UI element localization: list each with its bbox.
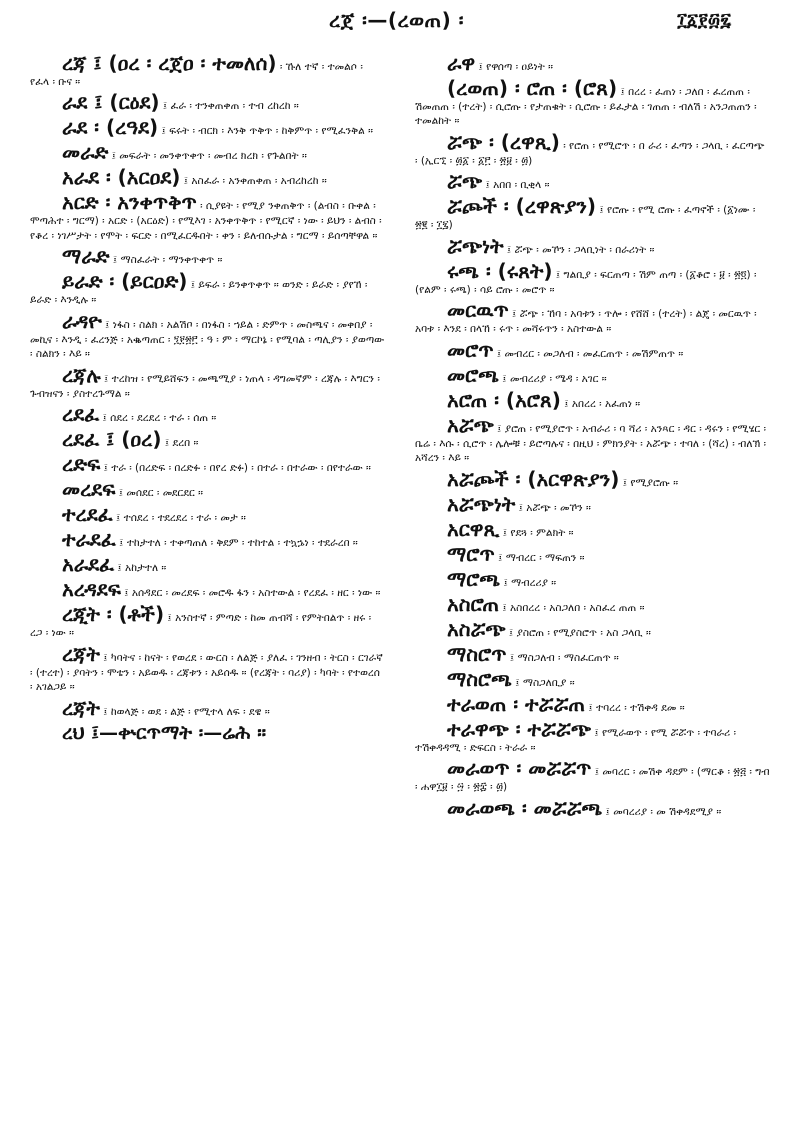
entry-definition: ፤ መሰደር ፡ መደርደር ። [115,487,204,500]
entry-headword: ይራድ ፡ (ይርዐድ) [62,269,188,294]
dictionary-entry [415,668,770,691]
dictionary-entry [415,643,770,666]
dictionary-entry [30,643,385,695]
dictionary-entry [415,389,770,412]
dictionary-entry [415,493,770,516]
entry-definition: ፤ ማብረሪያ ። [500,576,557,589]
dictionary-entry [415,718,770,755]
entry-headword: አሮጠ ፡ (አሮጸ) [447,387,561,412]
dictionary-entry [415,299,770,336]
entry-headword: አርድ ፡ አንቀጥቅጥ [62,190,197,215]
entry-definition: ፤ መባረር ፡ መሽቀ ዳደም ፡ (ማርቆ ፡ ፳፭ ፡ ግብ ፡ ሐዋ፲፱ ፡ ፵ ፡ ፳፰ ፡ ፴) [415,766,770,794]
dictionary-entry [415,693,770,716]
entry-headword: መራወጥ ፡ መሯሯጥ [447,756,592,781]
entry-headword: ራደ ፡ (ረዓደ) [62,115,159,140]
entry-definition: ፤ የዋሰጣ ፡ ዐይነት ። [475,61,554,73]
dictionary-entry [30,578,385,601]
dictionary-entry [415,77,770,129]
entry-definition: ፡ የሮጠ ፡ የሚሮጥ ፡ በ ራሪ ፡ ፈጣን ፡ ጋላቢ ፡ ፈርጣጭ ፡ (ኢርኚ ፡ ፴፩ ፡ ፩፫ ፡ ፳፱ ፡ ፴) [415,139,765,167]
dictionary-entry [30,245,385,268]
dictionary-entry [30,270,385,307]
entry-definition: ፤ አስበረረ ፡ አስጋለበ ፡ አስፈረ ጠጠ ። [499,601,645,614]
dictionary-entry [415,170,770,193]
entry-definition: ፤ ፈራ ፡ ተንቀጠቀጠ ፡ ተብ ረከረከ ። [159,100,299,113]
entry-definition: ፤ ማስጋለብ ፡ ማስፈርጠጥ ። [506,651,619,664]
entry-headword: ረድፍ [62,452,101,477]
entry-headword: አሯጭነት [447,491,516,516]
entry-headword: ማራድ [62,244,110,269]
dictionary-entry [415,414,770,466]
dictionary-entry [415,593,770,616]
entry-definition: ፤ መብረር ፡ መጋለብ ፡ መፈርጠጥ ፡ መሽምጠጥ ። [493,347,684,360]
dictionary-entry [30,697,385,720]
entry-definition: ፤ በረረ ፡ ፈጠነ ፡ ጋለበ ፡ ፈረጠጠ ፡ ሽመጠጠ ፡ (ተረት) ፡ ሲሮጡ ፡ የታጠቁት ፡ ሲሮጡ ፡ ይፈታል ፡ ገጠጠ ፡ ብለሽ ፡ አንጋጠጠን ፡ ተመልከት ። [415,86,757,128]
entry-headword: መሮጫ [447,362,499,387]
entry-definition: ፡ ሲያዩት ፡ የሚያ ንቀጠቅጥ ፡ (ልብስ ፡ ቡቀል ፡ ሞጣሕተ ፡ ግርማ) ፡ አርድ ፡ (አርዕድ) ፡ የሚእገ ፡ አንቀጥቅጥ ፡ የሚርኛ ፡ ነው ፡ ይህን ፡ ልብስ ፡ የቆረ ፡ ነገሥታት ፡ የሞት ፡ ፍርድ ፡ በሚፈርዱበት ፡ ቀን ፡ ይለብሱታል ፡ ግርማ ፡ ይሰጣቸዋል ። [30,200,382,242]
entry-definition: ፤ ካባትና ፡ ከናት ፡ የወረደ ፡ ውርስ ፡ ለልጅ ፡ ያለፈ ፡ ገንዘብ ፡ ትርስ ፡ ርገራኛ ፡ (ተረተ) ፡ ያባትን ፡ ሞቴን ፡ አይወዱ ፡ ረጃቱን ፡ አይሰዱ ። (የረጃት ፡ ባሪያ) ፡ ካባት ፡ የተወረሰ ፡ አገልጋይ ። [30,651,383,694]
entry-headword: ሩጫ ፡ (ሩጸት) [447,258,553,283]
entry-headword: ሯጭነት [447,233,504,258]
dictionary-entry [415,543,770,566]
dictionary-entry [30,403,385,426]
dictionary-entry [415,797,770,820]
entry-definition: ፤ ይፍራ ፡ ይንቀጥቀጥ ። ወንድ ፡ ይራድ ፡ ያየኸ ፡ ይራድ ፡ እንዲሉ ። [30,279,368,307]
dictionary-entry [30,478,385,501]
entry-definition: ፤ ሰደረ ፡ ደረደረ ፡ ተራ ፡ ሰጠ ። [99,412,217,425]
dictionary-entry [30,528,385,551]
entry-headword: ተራወጠ ፡ ተሯሯጠ [447,691,586,716]
entry-headword: ራዳዮ [62,308,102,333]
entry-definition: ፤ አሯጭ ፡ መኾን ። [515,501,591,514]
dictionary-entry [415,757,770,794]
entry-headword: መራወጫ ፡ መሯሯጫ [447,795,603,820]
entry-definition: ፤ መብረሪያ ፡ ሜዳ ፡ አገር ። [498,372,607,385]
entry-definition: ፤ ደረበ ። [161,437,199,450]
dictionary-entry [30,503,385,526]
dictionary-entry [30,191,385,243]
entry-headword: አስሯጭ [447,616,506,641]
entry-headword: ረጃ ፤ (ዐረ ፡ ረጀዐ ፡ ተመለሰ) [62,51,277,75]
entry-definition: ፤ ተባረረ ፡ ተሽቀዳ ደመ ። [585,701,685,714]
dictionary-entry [30,364,385,401]
entry-definition: ፤ መባረሪያ ፡ መ ሽቀዳደሚያ ። [602,805,722,818]
entry-headword: ማሮጥ [447,541,495,566]
dictionary-entry [415,52,770,75]
entry-definition: ፤ ሯጭ ፡ ኸባ ፡ አባቱን ፡ ጥሎ ፡ የሸሸ ፡ (ተረት) ፡ ልጄ ፡ መርዉጥ ፡ አባቱ ፡ እንደ ፡ በላኸ ፡ ሩጥ ፡ መሻሩጥን ፡ አስተውል ። [415,308,757,336]
entry-headword: (ረወጠ) ፡ ሮጠ ፡ (ሮጸ) [447,76,618,100]
dictionary-entry [30,453,385,476]
entry-definition: ፤ የሚራወጥ ፡ የሚ ሯሯጥ ፡ ተባራሪ ፡ ተሽቀዳዳሚ ፡ ድፍርስ ፡ ትራራ ። [415,726,736,754]
entry-definition: ፤ አበበ ፡ ቢቂላ ። [482,179,550,192]
dictionary-entry [30,428,385,451]
entry-definition: ፡ ኹለ ተኛ ፡ ተመልሶ ፡ የፈላ ፡ ቡና ። [30,61,363,88]
dictionary-entry [30,141,385,164]
entry-headword: መረደፍ [62,477,116,502]
entry-headword: ሯጮች ፡ (ረዋጽያን) [447,194,597,219]
entry-headword: ረደፈ ፤ (ዐረ) [62,427,162,452]
entry-headword: ረደፈ [62,402,100,427]
entry-headword: አረዳደፍ [62,577,121,602]
entry-definition: ፤ መፍራት ፡ መንቀጥቀጥ ፡ መብረ ክረክ ፡ የጉልበት ። [108,150,307,163]
entry-definition: ፤ አሰዳደር ፡ መረደፍ ፡ መሮዱ ፋን ፡ አስተውል ፡ የረደፈ ፡ ዘር ፡ ነው ። [120,587,381,600]
entry-definition: ፤ ተከታተለ ፡ ተቀጣጠለ ፡ ቅደም ፡ ተከተል ፡ ተኳኌነ ፡ ተደራረበ ። [115,537,358,550]
entry-definition: ፤ ሯጭ ፡ መኾን ፡ ጋላቢነት ፡ በራሪነት ። [503,243,655,256]
entry-definition: ፤ የሚያሮጡ ። [619,476,679,489]
entry-definition: ፤ ተራ ፡ (በረድፍ ፡ በረድፉ ፡ በየረ ድፉ) ፡ በተራ ፡ በተራው ፡ በየተራው ። [100,462,371,475]
entry-definition: ፤ ማስጋለቢያ ። [511,676,575,689]
entry-headword: አራደ ፡ (አርዐደ) [62,165,181,190]
dictionary-entry [415,195,770,232]
entry-headword: ማስሮጥ [447,641,507,666]
entry-definition: ፤ አከታተለ ። [114,562,167,575]
entry-headword: አርዋጺ [447,516,500,541]
page-header [0,6,793,36]
entry-definition: ፤ ያሮጠ ፡ የሚያሮጥ ፡ አብራሪ ፡ ባ ሻሪ ፡ አንጻር ፡ ዳር ፡ ዳሩን ፡ የሚሄር ፡ ቤሬ ፡ እሱ ፡ ሲሮጥ ፡ ሌሎቹ ፡ ይሮጣሉና ፡ በዚህ ፡ ምክንያት ፡ አሯጭ ፡ ተባለ ፡ (ሻረ) ፡ ብለኽ ፡ አሻረን ፡ እይ ። [415,422,767,465]
entry-definition: ፤ የሮጡ ፡ የሚ ሮጡ ፡ ፈጣኖች ፡ (፩ነሙ ፡ ፳፪ ፡ ፲፯) [415,204,756,232]
entry-headword: አሯጭ [447,412,494,437]
dictionary-entry [415,618,770,641]
dictionary-entry [415,235,770,258]
entry-headword: ሯጭ [447,169,483,194]
dictionary-entry [30,116,385,139]
entry-definition: ፤ ከወላጅ ፡ ወደ ፡ ልጅ ፡ የሚተላ ለፍ ፡ ደዌ ። [99,705,270,718]
page-number: ፲፩፻፴፯ [677,10,731,31]
cross-reference-line: ረህ ፤—ቍርጥማት ፡—ሬሕ ። [62,721,267,744]
entry-definition: ፤ አበረረ ፡ አፈጠነ ። [560,397,641,410]
entry-headword: ማስሮጫ [447,666,512,691]
dictionary-entry [415,339,770,362]
entry-headword: አራደፈ [62,552,115,577]
dictionary-entry [30,553,385,576]
dictionary-entry [415,568,770,591]
entry-headword: ረጃት [62,641,100,666]
entry-definition: ፤ ግልቢያ ፡ ፍርጠጣ ፡ ሽም ጠጣ ፡ (፩ቆሮ ፡ ፱ ፡ ፳፬) ፡ (የልም ፡ ሩጫ) ፡ ሳይ ሮጡ ፡ መሮጥ ። [415,268,757,296]
dictionary-entry [415,364,770,387]
entry-definition: ፤ አንስተኛ ፡ ምጣድ ፡ ከመ ጠብሻ ፡ የምትበልጥ ፡ ዘሩ ፡ ረጋ ፡ ነው ። [30,612,372,640]
entry-headword: ራዋ [447,51,476,75]
entry-headword: ተራደፈ [62,527,116,552]
entry-definition: ፤ የደጓ ፡ ምልክት ። [499,526,574,539]
entry-headword: ሯጭ ፡ (ረዋጺ) [447,129,560,154]
dictionary-entry [30,603,385,640]
dictionary-entry [30,52,385,89]
entry-headword: መሮጥ [447,337,494,362]
running-title: ረጀ ፡—(ረወጠ) ፡ [329,8,464,32]
dictionary-entry [415,518,770,541]
dictionary-entry [415,131,770,168]
entry-definition: ፤ ማስፈራት ፡ ማንቀጥቀጥ ። [109,254,223,267]
entry-headword: ማሮጫ [447,566,501,591]
entry-headword: አሯጮች ፡ (አርዋጽያን) [447,466,620,491]
dictionary-entry [415,468,770,491]
entry-headword: መርዉጥ [447,298,509,323]
entry-definition: ፤ አስፈራ ፡ አንቀጠቀጠ ፡ አብረከረከ ። [180,175,327,188]
entry-definition: ፤ ተሰደረ ፡ ተደረደረ ፡ ተራ ፡ መታ ። [112,512,246,525]
entry-definition: ፤ ማብረር ፡ ማፍጠን ። [494,551,585,564]
entry-definition: ፤ ተረከዝ ፡ የሚይሸፍን ፡ መጫሚያ ፡ ነጠላ ፡ ዳግመኛም ፡ ረጃሉ ፡ እግርን ፡ ጉብዝናን ፡ ያስተረጉማል ። [30,372,380,400]
entry-definition: ፤ ያስሮጠ ፡ የሚያስሮጥ ፡ አስ ጋላቢ ። [505,626,651,639]
entry-headword: ተረደፈ [62,502,113,527]
entry-definition: ፤ ፍሩት ፡ ብርክ ፡ እንቅ ጥቅጥ ፡ ከቅምጥ ፡ የሚፈንቅል ። [158,125,374,138]
entry-headword: ረጃት [62,695,100,720]
entry-headword: ተራዋጭ ፡ ተሯሯጭ [447,716,592,741]
entry-headword: ረጃሉ [62,362,101,387]
right-column [415,52,770,822]
dictionary-entry [30,310,385,362]
entry-headword: አስሮጠ [447,591,500,616]
entry-headword: መራድ [62,140,109,165]
left-column [30,52,385,744]
dictionary-entry [415,260,770,297]
entry-headword: ራደ ፤ (ርዕደ) [62,90,160,115]
dictionary-entry [30,166,385,189]
entry-headword: ረጂት ፡ (ቶች) [62,602,165,627]
entry-definition: ፤ ነፋስ ፡ ስልክ ፡ አልሽቦ ፡ በነፋስ ፡ ኀይል ፡ ድምጥ ፡ መስጫና ፡ መቀበያ ፡ መኪና ፡ እንዲ ፡ ፈረንጅ ፡ አቈጣጠር ፡ ፺፻፳፫ ፡ ዓ ፡ ም ፡ ማርኮኔ ፡ የሚባል ፡ ጣሊያን ፡ ያወጣው ፡ ስልክን ፡ እይ ። [30,318,385,361]
dictionary-entry [30,91,385,114]
